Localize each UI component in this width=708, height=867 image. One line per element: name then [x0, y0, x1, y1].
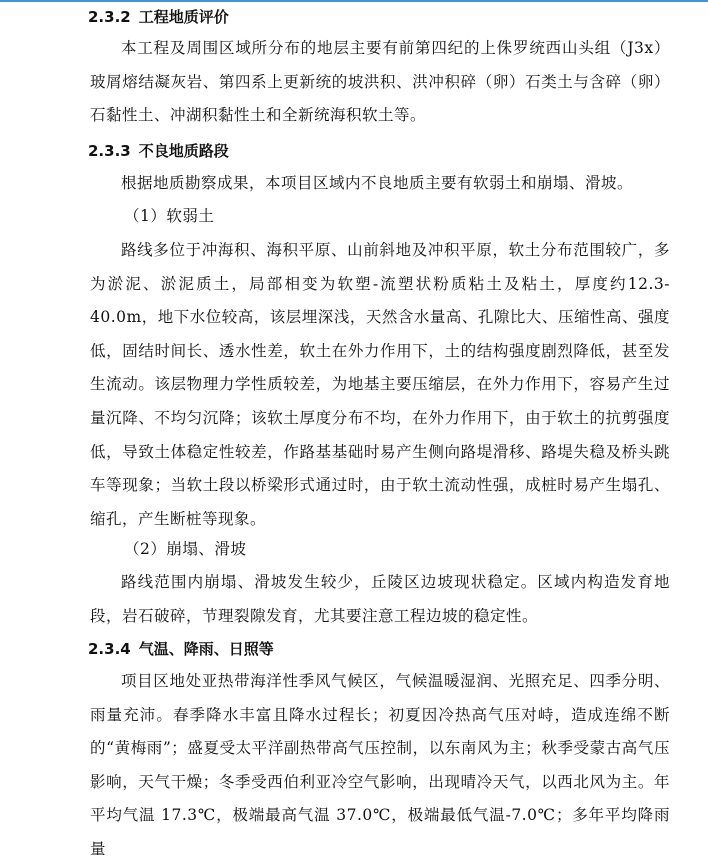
paragraph-bad-geology-intro: 根据地质勘察成果，本项目区域内不良地质主要有软弱土和崩塌、滑坡。 [121, 174, 634, 192]
subheading-collapse-landslide: （2）崩塌、滑坡 [124, 540, 247, 558]
section-heading-2-3-4 [88, 638, 274, 660]
paragraph-geology-evaluation: 本工程及周围区域所分布的地层主要有前第四纪的上侏罗统西山头组（J3x）玻屑熔结凝灰岩、第四系上更新统的坡洪积、洪冲积碎（卵）石类土与含碎（卵）石黏性土、冲湖积黏性土和全新统海积软土等。 [90, 39, 670, 125]
section-title: 气温、降雨、日照等 [138, 640, 274, 658]
paragraph-climate: 项目区地处亚热带海洋性季风气候区，气候温暖湿润、光照充足、四季分明、雨量充沛。春季降水丰富且降水过程长；初夏因冷热高气压对峙，造成连绵不断的“黄梅雨”；盛夏受太平洋副热带高气压控制，以东南风为主；秋季受蒙古高气压影响，天气干燥；冬季受西伯利亚冷空气影响，出现晴冷天气，以西北风为主。年平均气温 17.3℃，极端最高气温 37.0℃，极端最低气温-7.0℃；多年平均降雨量 [90, 672, 670, 858]
section-heading-2-3-2 [88, 6, 229, 28]
section-number: 2.3.3 [88, 142, 131, 160]
section-title: 不良地质路段 [138, 142, 229, 160]
subheading-soft-soil: （1）软弱土 [124, 207, 215, 225]
paragraph-soft-soil: 路线多位于冲海积、海积平原、山前斜地及冲积平原，软土分布范围较广，多为淤泥、淤泥质土，局部相变为软塑-流塑状粉质粘土及粘土，厚度约12.3-40.0m，地下水位较高，该层埋深浅，天然含水量高、孔隙比大、压缩性高、强度低，固结时间长、透水性差，软土在外力作用下，土的结构强度剧烈降低，甚至发生流动。该层物理力学性质较差，为地基主要压缩层，在外力作用下，容易产生过量沉降、不均匀沉降；该软土厚度分布不均，在外力作用下，由于软土的抗剪强度低，导致土体稳定性较差，作路基基础时易产生侧向路堤滑移、路堤失稳及桥头跳车等现象；当软土段以桥梁形式通过时，由于软土流动性强，成桩时易产生塌孔、缩孔，产生断桩等现象。 [90, 241, 670, 528]
section-heading-2-3-3 [88, 140, 229, 162]
section-number: 2.3.4 [88, 640, 131, 658]
section-title: 工程地质评价 [138, 8, 229, 26]
paragraph-collapse-landslide: 路线范围内崩塌、滑坡发生较少，丘陵区边坡现状稳定。区域内构造发育地段，岩石破碎，节理裂隙发育，尤其要注意工程边坡的稳定性。 [90, 573, 670, 625]
section-number: 2.3.2 [88, 8, 131, 26]
